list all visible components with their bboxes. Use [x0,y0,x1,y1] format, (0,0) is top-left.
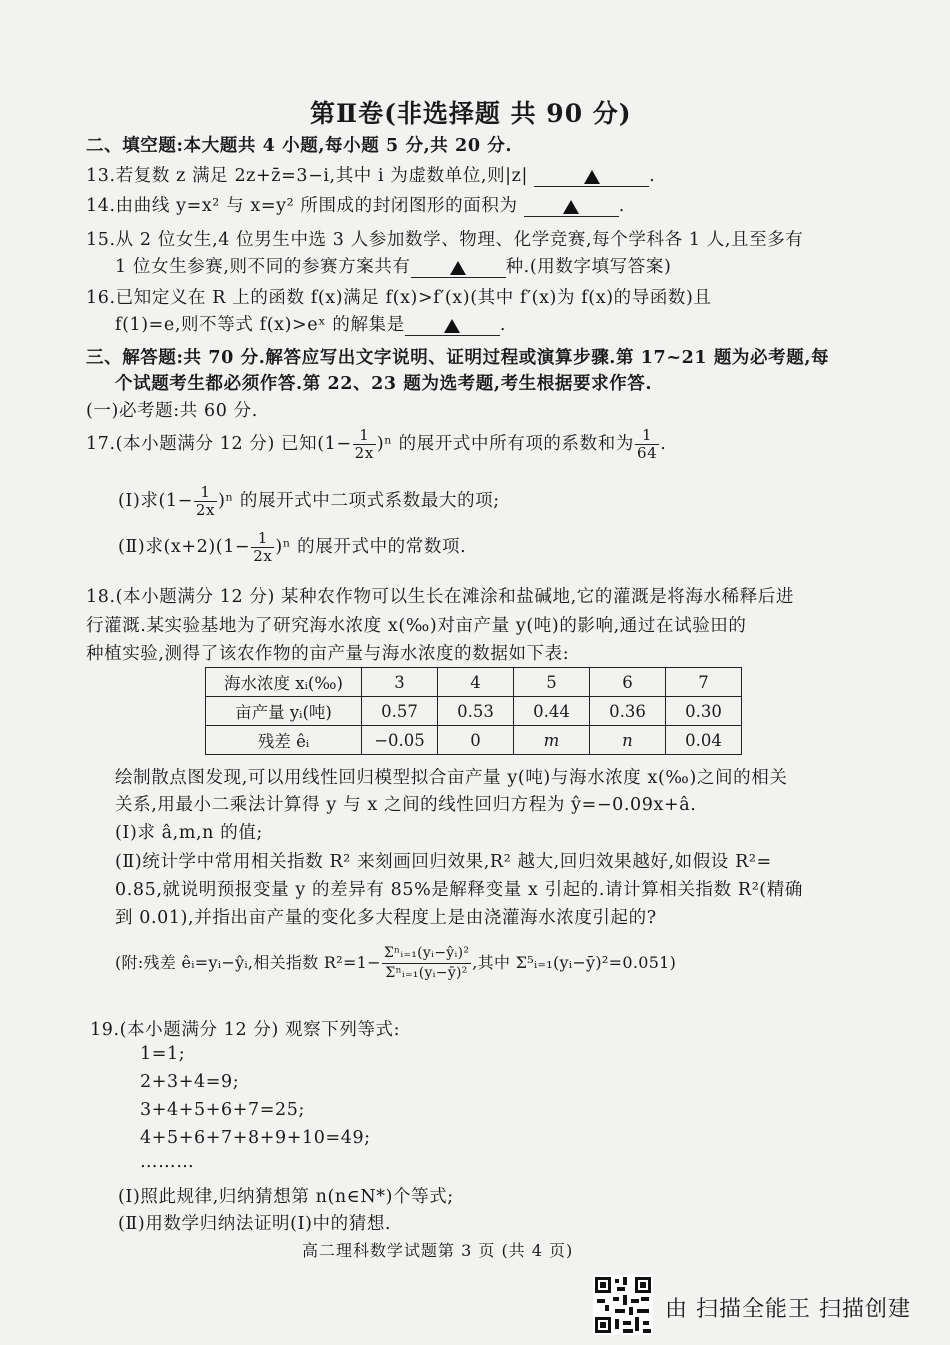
table-row [206,726,742,755]
page-title: 第Ⅱ卷(非选择题 共 90 分) [310,99,632,128]
table-cell: 0.53 [438,697,514,726]
table-cell: 0.04 [666,726,742,755]
question-15-line1: 15.从 2 位女生,4 位男生中选 3 人参加数学、物理、化学竞赛,每个学科各 1 人,且至多有 [86,230,804,250]
question-15-line2: 1 位女生参赛,则不同的参赛方案共有 种.(用数字填写答案) [115,257,672,277]
question-14-text: 14.由曲线 y=x² 与 x=y² 所围成的封闭图形的面积为 [86,196,518,216]
scanner-watermark: 由 扫描全能王 扫描创建 [665,1297,911,1322]
fraction: $\frac{\text{Σⁿᵢ₌₁(yᵢ−ŷᵢ)²}}{\text{Σⁿᵢ₌₁(yᵢ−ȳ)²}}$ [383,945,470,981]
table-cell: 海水浓度 xᵢ(‰) [206,668,362,697]
fraction: $\frac{1}{2x}$ [253,529,273,565]
question-18-line3: 种植实验,测得了该农作物的亩产量与海水浓度的数据如下表: [86,644,570,664]
table-cell: 4 [438,668,514,697]
page-footer: 高二理科数学试题第 3 页 (共 4 页) [302,1241,574,1260]
fraction: $\frac{1}{2x}$ [354,426,374,462]
question-17: 17.(本小题满分 12 分) 已知(1− $\frac{1}{2x}$ )ⁿ 的展开式中所有项的系数和为 $\frac{1}{64}$ . [86,426,667,462]
table-cell: 0.36 [590,697,666,726]
question-19-title: 19.(本小题满分 12 分) 观察下列等式: [90,1020,401,1040]
question-17-part1: (Ⅰ)求(1− $\frac{1}{2x}$ )ⁿ 的展开式中二项式系数最大的项; [118,483,500,519]
table-cell: 7 [666,668,742,697]
question-18-line5: 关系,用最小二乘法计算得 y 与 x 之间的线性回归方程为 ŷ=−0.09x+â. [115,795,697,815]
question-18-line4: 绘制散点图发现,可以用线性回归模型拟合亩产量 y(吨)与海水浓度 x(‰)之间的相关 [115,768,788,788]
table-row [206,697,742,726]
data-table [205,667,742,755]
question-13: 13.若复数 z 满足 2z+z̄=3−i,其中 i 为虚数单位,则|z| . [86,166,656,186]
question-18-line2: 行灌溉.某实验基地为了研究海水浓度 x(‰)对亩产量 y(吨)的影响,通过在试验田的 [86,616,747,636]
question-13-text: 13.若复数 z 满足 2z+z̄=3−i,其中 i 为虚数单位,则|z| [86,166,528,186]
equation-line: 3+4+5+6+7=25; [140,1100,305,1120]
table-cell: 0 [438,726,514,755]
table-cell: 0.44 [514,697,590,726]
table-cell: 5 [514,668,590,697]
triangle-icon [444,319,460,333]
question-17-part2: (Ⅱ)求(x+2)(1− $\frac{1}{2x}$ )ⁿ 的展开式中的常数项. [118,529,467,565]
table-row [206,668,742,697]
question-18-part2-line1: (Ⅱ)统计学中常用相关指数 R² 来刻画回归效果,R² 越大,回归效果越好,如假设 R²= [115,852,772,872]
table-cell: 6 [590,668,666,697]
required-label: (一)必考题:共 60 分. [86,401,258,421]
question-16-line1: 16.已知定义在 R 上的函数 f(x)满足 f(x)>f′(x)(其中 f′(x)为 f(x)的导函数)且 [86,288,712,308]
equation-line: 1=1; [140,1044,186,1064]
answer-blank [534,166,649,187]
table-cell: n [590,726,666,755]
table-cell: 0.30 [666,697,742,726]
fraction: $\frac{1}{2x}$ [195,483,216,519]
equation-line: 2+3+4=9; [140,1072,240,1092]
table-cell: 3 [362,668,438,697]
qr-code-icon [593,1275,653,1335]
section-fill-blank-heading: 二、填空题:本大题共 4 小题,每小题 5 分,共 20 分. [86,136,513,156]
question-18-note: (附:残差 êᵢ=yᵢ−ŷᵢ,相关指数 R²=1− $\frac{\text{Σⁿᵢ₌₁(yᵢ−ŷᵢ)²}}{\text{Σⁿᵢ₌₁(yᵢ−ȳ)²}}$ ,其中 Σ⁵ᵢ₌₁(yᵢ−ȳ)²=0.051) [115,945,677,981]
table-cell: −0.05 [362,726,438,755]
answer-blank [405,315,500,336]
triangle-icon [563,200,579,214]
equation-ellipsis: ……… [140,1152,195,1172]
triangle-icon [450,261,466,275]
question-18-line1: 18.(本小题满分 12 分) 某种农作物可以生长在滩涂和盐碱地,它的灌溉是将海水稀释后进 [86,587,795,607]
triangle-icon [584,170,600,184]
question-19-part2: (Ⅱ)用数学归纳法证明(Ⅰ)中的猜想. [118,1214,392,1234]
table-cell: 亩产量 yᵢ(吨) [206,697,362,726]
table-cell: 0.57 [362,697,438,726]
question-18-part2-line3: 到 0.01),并指出亩产量的变化多大程度上是由浇灌海水浓度引起的? [115,908,657,928]
answer-blank [524,196,619,217]
question-16-line2: f(1)=e,则不等式 f(x)>eˣ 的解集是 . [115,315,506,335]
fraction: $\frac{1}{64}$ [636,426,658,462]
question-18-part1: (Ⅰ)求 â,m,n 的值; [115,823,263,843]
table-cell: m [514,726,590,755]
question-14: 14.由曲线 y=x² 与 x=y² 所围成的封闭图形的面积为 . [86,196,625,216]
equation-line: 4+5+6+7+8+9+10=49; [140,1128,371,1148]
section-answer-heading-line2: 个试题考生都必须作答.第 22、23 题为选考题,考生根据要求作答. [115,374,653,394]
section-answer-heading-line1: 三、解答题:共 70 分.解答应写出文字说明、证明过程或演算步骤.第 17~21 题为必考题,每 [86,348,830,368]
answer-blank [411,257,506,278]
question-19-part1: (Ⅰ)照此规律,归纳猜想第 n(n∈N*)个等式; [118,1187,454,1207]
table-cell: 残差 êᵢ [206,726,362,755]
question-18-part2-line2: 0.85,就说明预报变量 y 的差异有 85%是解释变量 x 引起的.请计算相关指数 R²(精确 [115,880,803,900]
